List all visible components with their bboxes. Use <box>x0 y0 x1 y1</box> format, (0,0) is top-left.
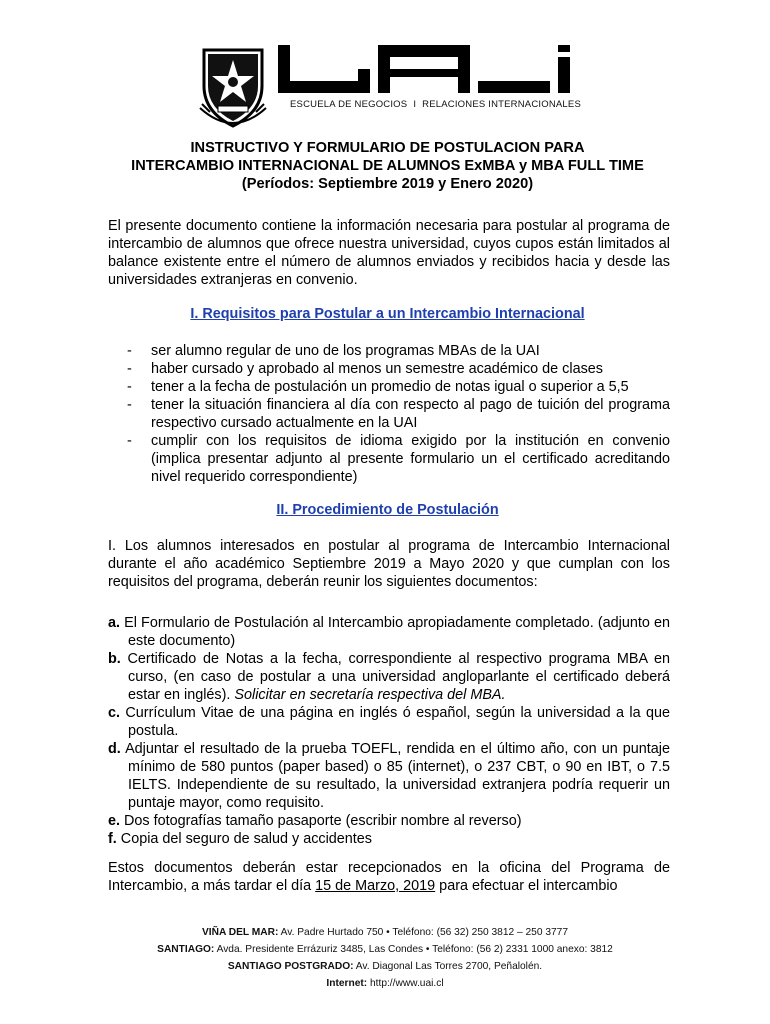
subtitle-department: RELACIONES INTERNACIONALES <box>422 99 581 110</box>
footer-internet: Internet: http://www.uai.cl <box>326 978 444 989</box>
title-line-3: (Períodos: Septiembre 2019 y Enero 2020) <box>241 176 534 192</box>
intro-text: El presente documento contiene la información necesaria para postular al programa de intercambio de alumnos que ofrece nuestra universidad, cuyos cupos están limitados al balance existente entre el número de alumnos enviados y recibidos hacia y desde las universidades extranjeras en convenio. <box>108 218 670 288</box>
closing-text-end: para efectuar el intercambio <box>435 878 618 894</box>
list-item: - haber cursado y aprobado al menos un semestre académico de clases <box>127 361 603 377</box>
intro-paragraph <box>108 217 670 289</box>
uai-logo <box>278 45 573 93</box>
website-link[interactable]: http://www.uai.cl <box>367 978 444 989</box>
documents-list <box>108 614 670 848</box>
subtitle-separator: I <box>413 99 417 110</box>
closing-paragraph <box>108 859 670 895</box>
section-requirements-heading: I. Requisitos para Postular a un Intercambio Internacional <box>190 306 585 322</box>
section-procedure-heading: II. Procedimiento de Postulación <box>276 502 499 518</box>
title-line-2: INTERCAMBIO INTERNACIONAL DE ALUMNOS ExMBA y MBA FULL TIME <box>131 158 644 174</box>
requirements-list <box>108 342 670 486</box>
list-item: a. El Formulario de Postulación al Intercambio apropiadamente completado. (adjunto en este documento) <box>108 615 670 649</box>
deadline-date: 15 de Marzo, 2019 <box>315 878 436 894</box>
list-item: f. Copia del seguro de salud y accidentes <box>108 831 372 847</box>
list-item: - ser alumno regular de uno de los programas MBAs de la UAI <box>127 343 540 359</box>
list-item: b. Certificado de Notas a la fecha, correspondiente al respectivo programa MBA en curso, (en caso de postular a una universidad angloparlante el certificado deberá estar en inglés). Solicitar en secretaría respectiva del MBA. <box>108 651 670 703</box>
footer-vina: VIÑA DEL MAR: Av. Padre Hurtado 750 • Teléfono: (56 32) 250 3812 – 250 3777 <box>201 927 568 938</box>
list-item: d. Adjuntar el resultado de la prueba TOEFL, rendida en el último año, con un puntaje mínimo de 580 puntos (paper based) o 85 (internet), o 237 CBT, o 90 en IBT, o 7.5 IELTS. Independiente de su resultado, la universidad extranjera podría requerir un puntaje mayor, como requisito. <box>108 741 670 811</box>
subtitle-school: ESCUELA DE NEGOCIOS <box>290 99 408 110</box>
procedure-paragraph <box>108 537 670 591</box>
footer <box>60 924 710 992</box>
list-item: - tener a la fecha de postulación un promedio de notas igual o superior a 5,5 <box>127 379 629 395</box>
university-crest-icon <box>198 46 268 130</box>
list-item: e. Dos fotografías tamaño pasaporte (escribir nombre al reverso) <box>108 813 522 829</box>
list-item: - cumplir con los requisitos de idioma exigido por la institución en convenio (implica presentar adjunto al presente formulario un el certificado acreditando nivel requerido correspondiente) <box>127 433 670 485</box>
list-item: - tener la situación financiera al día con respecto al pago de tuición del programa respectivo cursado actualmente en la UAI <box>127 397 670 431</box>
footer-postgrado: SANTIAGO POSTGRADO: Av. Diagonal Las Torres 2700, Peñalolén. <box>227 961 543 972</box>
footer-santiago: SANTIAGO: Avda. Presidente Errázuriz 3485, Las Condes • Teléfono: (56 2) 2331 1000 anexo: 3812 <box>157 944 613 955</box>
procedure-text: I. Los alumnos interesados en postular al programa de Intercambio Internacional durante el año académico Septiembre 2019 a Mayo 2020 y que cumplan con los requisitos del programa, deberán reunir los siguientes documentos: <box>108 538 670 590</box>
logo-subtitle <box>290 99 580 110</box>
title-line-1: INSTRUCTIVO Y FORMULARIO DE POSTULACION PARA <box>190 140 585 156</box>
document-title <box>100 139 675 193</box>
list-item: c. Currículum Vitae de una página en inglés ó español, según la universidad a la que postula. <box>108 705 670 739</box>
closing-text: Estos documentos deberán estar recepcionados en la oficina del Programa de Intercambio, a más tardar el día <box>108 860 670 894</box>
